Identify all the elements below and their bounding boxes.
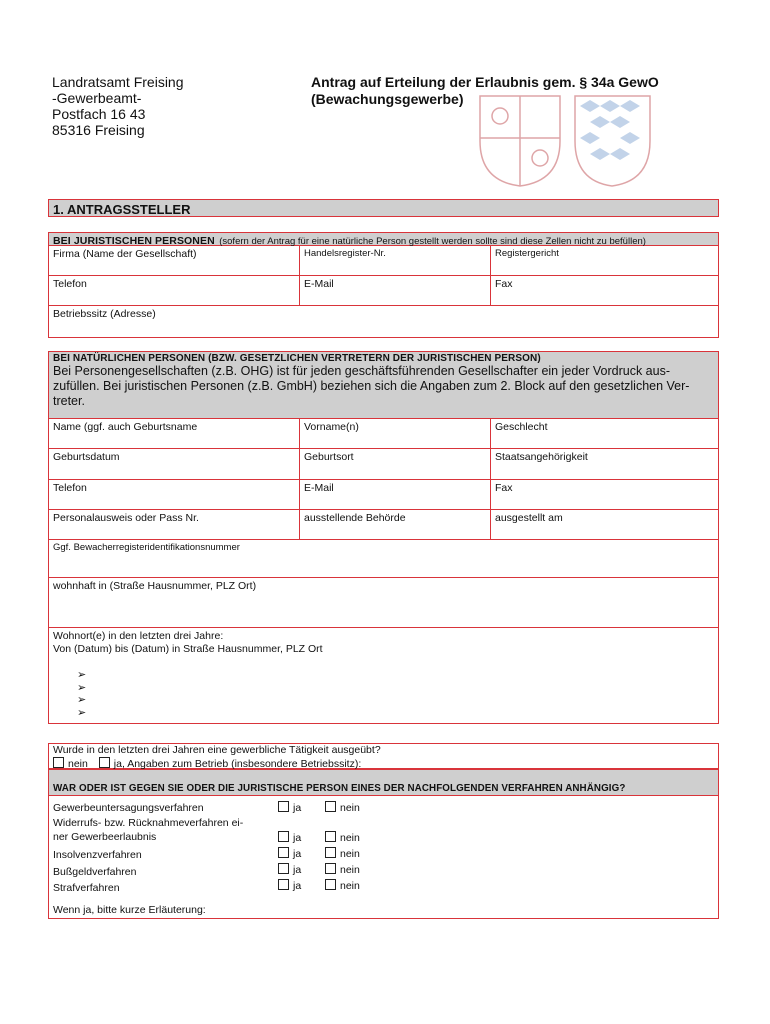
nein-label: nein [68,757,88,770]
list-item: ➢ [77,694,87,706]
birth-row [48,449,719,480]
verfahren-label: Bußgeldverfahren [53,865,137,878]
form-title-line: Antrag auf Erteilung der Erlaubnis gem. § 34a GewO [311,74,659,90]
email-field[interactable]: E-Mail [299,276,490,305]
telefon-field[interactable]: Telefon [53,278,87,290]
taetigkeit-block [48,743,719,769]
address-line: -Gewerbeamt- [52,90,142,106]
email-field[interactable]: E-Mail [299,480,490,509]
list-item: ➢ [77,669,87,681]
fax-field[interactable]: Fax [490,276,719,305]
address-line: Landratsamt Freising [52,74,184,90]
nein-checkbox[interactable] [325,879,336,890]
section-heading: 1. ANTRAGSSTELLER [48,199,719,217]
juristic-heading [48,232,719,246]
address-line: 85316 Freising [52,122,145,138]
verfahren-label: Widerrufs- bzw. Rücknahmeverfahren ei- [53,817,244,830]
explanation-field[interactable]: Wenn ja, bitte kurze Erläuterung: [53,904,206,916]
ja-column: ja ja ja ja ja [278,800,301,894]
nein-checkbox[interactable] [325,863,336,874]
handelsregister-field[interactable]: Handelsregister-Nr. [299,246,490,275]
ausgestellt-field[interactable]: ausgestellt am [490,510,719,539]
verfahren-label: Gewerbeuntersagungsverfahren [53,802,204,814]
name-field[interactable]: Name (ggf. auch Geburtsname [53,421,198,433]
firma-field[interactable]: Firma (Name der Gesellschaft) [53,248,197,260]
telefon-field[interactable]: Telefon [53,482,87,494]
office-address [52,74,184,138]
ausweis-field[interactable]: Personalausweis oder Pass Nr. [53,512,199,524]
juristic-contact-row [48,276,719,306]
ausweis-row [48,510,719,540]
ja-checkbox[interactable] [278,863,289,874]
verfahren-title: WAR ODER IST GEGEN SIE ODER DIE JURISTISCHE PERSON EINES DER NACHFOLGENDEN VERFAHREN ANHÄNGIG? [53,783,626,794]
verfahren-label: Insolvenzverfahren [53,849,142,862]
wohnorte-field[interactable]: Wohnort(e) in den letzten drei Jahre: Von (Datum) bis (Datum) in Straße Hausnummer, PLZ Ort ➢ ➢ ➢ ➢ [49,628,719,723]
betriebssitz-field[interactable]: Betriebssitz (Adresse) [53,308,156,320]
ja-checkbox[interactable] [99,757,110,768]
nein-checkbox[interactable] [325,801,336,812]
nein-checkbox[interactable] [325,847,336,858]
geburtsort-field[interactable]: Geburtsort [299,449,490,479]
verfahren-label: Strafverfahren [53,881,120,894]
firma-row [48,246,719,276]
registergericht-field[interactable]: Registergericht [490,246,719,275]
ja-checkbox[interactable] [278,879,289,890]
staatsangehoerigkeit-field[interactable]: Staatsangehörigkeit [490,449,719,479]
fax-field[interactable]: Fax [490,480,719,509]
natural-title: BEI NATÜRLICHEN PERSONEN (BZW. GESETZLICHEN VERTRETERN DER JURISTISCHEN PERSON) [53,353,541,364]
verfahren-label: ner Gewerbeerlaubnis [53,831,157,844]
natural-heading-block [48,351,719,419]
bewacherregister-row [48,540,719,578]
nein-checkbox[interactable] [325,831,336,842]
ja-checkbox[interactable] [278,801,289,812]
verfahren-block [48,796,719,919]
ja-checkbox[interactable] [278,847,289,858]
bewacherregister-field[interactable]: Ggf. Bewacherregisteridentifikationsnummer [53,542,240,553]
betriebssitz-row [48,306,719,338]
juristic-note: (sofern der Antrag für eine natürliche Person gestellt werden sollte sind diese Zellen nicht zu befüllen) [219,236,646,247]
verfahren-labels [53,800,243,896]
list-item: ➢ [77,681,87,694]
wohnhaft-row [48,578,719,628]
wohnorte-row [48,628,719,724]
wohnhaft-field[interactable]: wohnhaft in (Straße Hausnummer, PLZ Ort) [53,580,257,592]
behoerde-field[interactable]: ausstellende Behörde [299,510,490,539]
nein-checkbox[interactable] [53,757,64,768]
nein-column: nein nein nein nein nein [325,800,360,894]
natural-contact-row [48,480,719,510]
juristic-title: BEI JURISTISCHEN PERSONEN [53,235,215,247]
ja-label: ja, Angaben zum Betrieb (insbesondere Betriebssitz): [113,757,362,770]
name-row [48,419,719,449]
taetigkeit-options [53,757,714,771]
vorname-field[interactable]: Vorname(n) [299,419,490,448]
taetigkeit-question: Wurde in den letzten drei Jahren eine gewerbliche Tätigkeit ausgeübt? [53,744,381,756]
ja-checkbox[interactable] [278,831,289,842]
coat-of-arms-icon [470,86,660,190]
address-line: Postfach 16 43 [52,106,146,122]
natural-description: Bei Personengesellschaften (z.B. OHG) ist für jeden geschäftsführenden Gesellschafter ein jeder Vordruck aus- zufüllen. Bei juristischen Personen (z.B. GmbH) beziehen sich die Angaben zum 2. Block auf den gesetzlichen Ver- treter. [53,364,690,408]
geburtsdatum-field[interactable]: Geburtsdatum [53,451,120,463]
form-title-line: (Bewachungsgewerbe) [311,91,464,107]
geschlecht-field[interactable]: Geschlecht [490,419,719,448]
verfahren-heading [48,769,719,796]
bullet-list [77,669,715,719]
list-item: ➢ [77,706,87,719]
